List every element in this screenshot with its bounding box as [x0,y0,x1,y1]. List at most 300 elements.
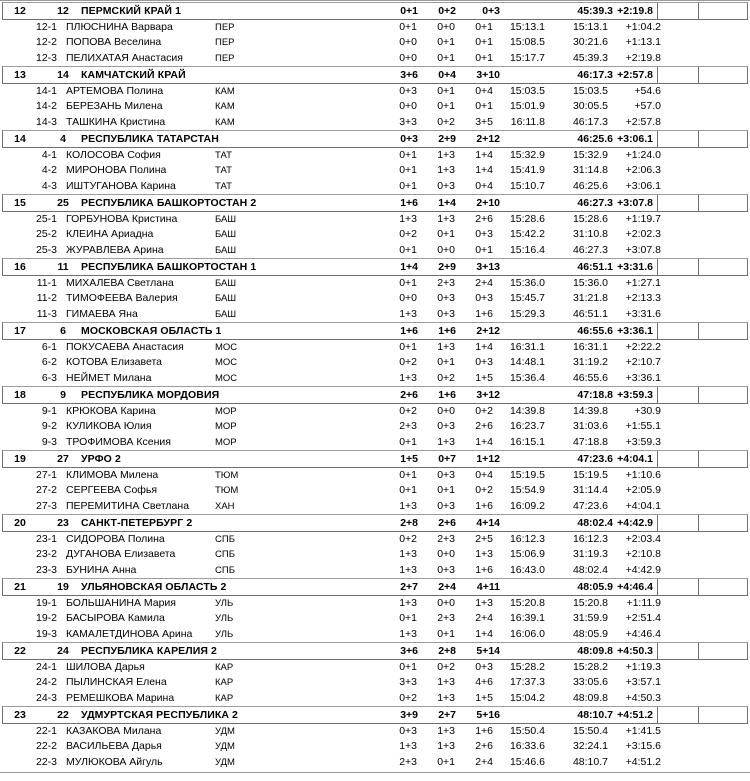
athlete-leg-time: 15:32.9 [509,149,545,161]
athlete-name: ПЫЛИНСКАЯ Елена [66,676,167,689]
athlete-name: ПЕЛИХАТАЯ Анастасия [66,51,183,64]
athlete-time-gap: +3:59.3 [625,435,661,448]
athlete-leg-time: 16:06.0 [509,627,545,640]
athlete-shooting-total: 0+2 [475,405,493,417]
athlete-name: РЕМЕШКОВА Марина [66,691,175,704]
athlete-shooting-standing: 0+0 [437,243,455,256]
team-shooting-total: 2+12 [476,133,500,145]
athlete-region-code: УДМ [215,726,235,737]
athlete-row [0,660,750,675]
team-rank: 23 [14,709,26,721]
athlete-cumulative-time: 46:55.6 [572,371,608,384]
athlete-cumulative-time: 15:50.4 [572,725,608,737]
athlete-leg-time: 15:03.5 [509,85,545,97]
athlete-shooting-prone: 0+1 [399,612,417,625]
empty-cell-2 [698,259,747,275]
athlete-cumulative-time: 45:39.3 [572,51,608,64]
athlete-region-code: СПБ [215,549,235,561]
empty-cell-2 [698,3,747,19]
athlete-shooting-total: 0+4 [475,85,493,97]
athlete-region-code: КАМ [215,101,235,113]
athlete-time-gap: +57.0 [634,100,661,113]
athlete-name: ГОРБУНОВА Кристина [66,213,178,225]
athlete-shooting-total: 0+1 [475,21,493,33]
team-shooting-leg2: 2+9 [438,261,456,273]
athlete-leg-time: 15:45.7 [509,292,545,305]
athlete-bib-leg: 22-2 [35,740,57,753]
athlete-shooting-standing: 0+2 [437,115,455,128]
team-block [0,514,750,578]
athlete-time-gap: +2:57.8 [625,115,661,128]
team-header-row [2,2,748,20]
athlete-cumulative-time: 16:31.1 [572,341,608,353]
athlete-bib-leg: 14-2 [35,100,57,113]
column-divider [657,707,658,723]
athlete-time-gap: +3:15.6 [625,740,661,753]
team-shooting-leg1: 3+6 [400,69,418,81]
athlete-bib-leg: 19-2 [35,612,57,625]
athlete-bib-leg: 25-3 [35,243,57,256]
athlete-name: ПЛЮСНИНА Варвара [66,21,173,33]
athlete-shooting-prone: 0+2 [399,356,417,369]
athlete-shooting-standing: 0+0 [437,548,455,561]
team-shooting-leg1: 3+9 [400,709,418,721]
athlete-shooting-prone: 1+3 [399,740,417,753]
athlete-leg-time: 15:20.8 [509,597,545,609]
athlete-row [0,563,750,578]
team-shooting-leg1: 2+6 [400,389,418,401]
page-top-divider [0,0,750,1]
athlete-time-gap: +2:22.2 [625,341,661,353]
athlete-name: КОТОВА Елизавета [66,356,162,369]
athlete-name: КАЗАКОВА Милана [66,725,162,737]
team-block [0,2,750,66]
athlete-shooting-prone: 0+2 [399,691,417,704]
athlete-bib-leg: 23-2 [35,548,57,561]
athlete-time-gap: +4:50.3 [625,691,661,704]
athlete-row [0,611,750,626]
athlete-shooting-standing: 0+2 [437,661,455,673]
team-block [0,66,750,130]
athlete-region-code: МОР [215,436,237,448]
team-name: РЕСПУБЛИКА БАШКОРТОСТАН 1 [81,261,257,273]
athlete-cumulative-time: 47:23.6 [572,499,608,512]
athlete-row [0,755,750,770]
athlete-cumulative-time: 31:03.6 [572,420,608,433]
empty-cell-1 [657,3,698,19]
team-shooting-leg1: 2+8 [400,517,418,529]
team-total-time: 46:25.6 [577,133,613,145]
athlete-region-code: БАШ [215,293,237,305]
athlete-shooting-standing: 0+1 [437,51,455,64]
empty-cell-2 [698,131,747,147]
athlete-shooting-prone: 0+2 [399,405,417,417]
athlete-name: ПОПОВА Веселина [66,36,162,49]
athlete-row [0,419,750,434]
athlete-name: ПЕРЕМИТИНА Светлана [66,499,190,512]
athlete-time-gap: +1:11.9 [626,597,661,609]
athlete-bib-leg: 22-3 [35,755,57,768]
athlete-shooting-standing: 0+1 [437,100,455,113]
athlete-bib-leg: 9-2 [41,420,57,433]
athlete-shooting-standing: 1+3 [437,341,455,353]
athlete-shooting-standing: 1+3 [437,213,455,225]
athlete-shooting-total: 2+5 [475,533,493,545]
athlete-cumulative-time: 47:18.8 [572,435,608,448]
column-divider [657,131,658,147]
athlete-shooting-standing: 0+1 [437,484,455,497]
athlete-bib-leg: 25-1 [35,213,57,225]
athlete-shooting-total: 1+3 [475,597,493,609]
team-time-gap: +3:31.6 [617,261,653,273]
athlete-region-code: КАМ [215,116,235,128]
team-shooting-total: 2+12 [476,325,500,337]
athlete-shooting-prone: 2+3 [399,420,417,433]
athlete-shooting-total: 2+4 [475,612,493,625]
athlete-region-code: УЛЬ [215,613,234,625]
column-divider [657,451,658,467]
team-rank: 17 [14,325,26,337]
athlete-shooting-total: 1+4 [475,341,493,353]
athlete-cumulative-time: 16:12.3 [572,533,608,545]
athlete-time-gap: +30.9 [634,405,661,417]
athlete-region-code: УДМ [215,741,235,753]
athlete-shooting-prone: 0+1 [399,243,417,256]
athlete-leg-time: 15:17.7 [509,51,545,64]
team-name: ПЕРМСКИЙ КРАЙ 1 [81,5,182,17]
team-time-gap: +4:46.4 [617,581,653,593]
team-bib: 23 [57,517,69,529]
athlete-time-gap: +1:19.7 [625,213,661,225]
team-name: УДМУРТСКАЯ РЕСПУБЛИКА 2 [81,709,238,721]
team-header-row [2,642,748,660]
athlete-region-code: СПБ [215,534,235,545]
athlete-shooting-prone: 0+0 [399,51,417,64]
athlete-shooting-total: 0+1 [475,51,493,64]
athlete-shooting-total: 0+3 [475,292,493,305]
athlete-time-gap: +3:06.1 [625,179,661,192]
team-total-time: 47:18.8 [577,389,613,401]
athlete-cumulative-time: 14:39.8 [572,405,608,417]
athlete-cumulative-time: 46:27.3 [572,243,608,256]
athlete-shooting-standing: 1+3 [437,435,455,448]
athlete-cumulative-time: 31:19.3 [572,548,608,561]
athlete-shooting-prone: 0+1 [399,164,417,177]
team-name: РЕСПУБЛИКА ТАТАРСТАН [81,133,219,145]
athlete-shooting-total: 1+4 [475,627,493,640]
empty-cell-1 [657,67,698,83]
team-shooting-leg2: 0+4 [438,69,456,81]
athlete-name: ТИМОФЕЕВА Валерия [66,292,178,305]
athlete-shooting-total: 1+5 [475,371,493,384]
team-total-time: 46:51.1 [577,261,613,273]
empty-cell-2 [698,387,747,403]
athlete-name: ТАШКИНА Кристина [66,115,166,128]
column-divider [657,259,658,275]
team-time-gap: +4:50.3 [617,645,653,657]
athlete-shooting-standing: 0+1 [437,627,455,640]
athlete-shooting-prone: 0+1 [399,435,417,448]
team-shooting-leg1: 3+6 [400,645,418,657]
athlete-row [0,547,750,562]
column-divider [657,67,658,83]
athlete-bib-leg: 4-2 [41,164,57,177]
column-divider [657,643,658,659]
athlete-leg-time: 16:31.1 [509,341,545,353]
team-header-row [2,322,748,340]
athlete-leg-time: 17:37.3 [509,676,545,689]
athlete-cumulative-time: 46:51.1 [572,307,608,320]
team-rank: 19 [14,453,26,465]
column-divider [657,387,658,403]
team-name: МОСКОВСКАЯ ОБЛАСТЬ 1 [81,325,222,337]
athlete-region-code: ХАН [215,500,235,512]
athlete-leg-time: 16:33.6 [509,740,545,753]
athlete-shooting-total: 2+6 [475,420,493,433]
column-divider [698,131,699,147]
athlete-leg-time: 15:29.3 [509,307,545,320]
team-block [0,386,750,450]
athlete-row [0,739,750,754]
athlete-leg-time: 16:23.7 [509,420,545,433]
athlete-row [0,675,750,690]
athlete-shooting-total: 1+6 [475,725,493,737]
athlete-region-code: ТАТ [215,150,232,161]
athlete-name: КАМАЛЕТДИНОВА Арина [66,627,193,640]
team-time-gap: +3:36.1 [617,325,653,337]
athlete-shooting-total: 0+2 [475,484,493,497]
athlete-cumulative-time: 48:05.9 [572,627,608,640]
athlete-leg-time: 14:39.8 [509,405,545,417]
column-divider [698,451,699,467]
athlete-row [0,243,750,258]
athlete-shooting-total: 0+3 [475,356,493,369]
athlete-time-gap: +3:57.1 [625,676,661,689]
team-rank: 21 [14,581,26,593]
team-name: РЕСПУБЛИКА БАШКОРТОСТАН 2 [81,197,257,209]
athlete-bib-leg: 9-1 [41,405,57,417]
athlete-row [0,435,750,450]
column-divider [698,643,699,659]
athlete-region-code: КАР [215,677,234,689]
athlete-row [0,227,750,242]
athlete-name: ГИМАЕВА Яна [66,307,138,320]
team-name: РЕСПУБЛИКА МОРДОВИЯ [81,389,220,401]
team-rank: 12 [14,5,26,17]
athlete-shooting-prone: 0+1 [399,341,417,353]
team-shooting-total: 1+12 [476,453,500,465]
athlete-leg-time: 15:28.2 [509,661,545,673]
athlete-shooting-standing: 0+3 [437,420,455,433]
athlete-shooting-prone: 1+3 [399,597,417,609]
athlete-bib-leg: 19-3 [35,627,57,640]
athlete-row [0,35,750,50]
athlete-leg-time: 16:39.1 [509,612,545,625]
athlete-bib-leg: 9-3 [41,435,57,448]
athlete-time-gap: +4:51.2 [625,755,661,768]
team-bib: 4 [60,133,66,145]
column-divider [657,323,658,339]
athlete-region-code: КАР [215,692,234,704]
athlete-leg-time: 16:43.0 [509,563,545,576]
athlete-shooting-standing: 0+1 [437,36,455,49]
athlete-leg-time: 15:08.5 [509,36,545,49]
athlete-shooting-standing: 1+3 [437,164,455,177]
athlete-bib-leg: 12-1 [35,21,57,33]
athlete-name: МУЛЮКОВА Айгуль [66,755,163,768]
athlete-row [0,212,750,227]
athlete-time-gap: +1:27.1 [625,277,661,289]
athlete-shooting-standing: 1+3 [437,691,455,704]
athlete-row [0,99,750,114]
athlete-shooting-total: 0+4 [475,469,493,481]
athlete-bib-leg: 23-1 [35,533,57,545]
athlete-row [0,627,750,642]
team-time-gap: +2:19.8 [617,5,653,17]
athlete-leg-time: 14:48.1 [509,356,545,369]
athlete-shooting-total: 2+4 [475,755,493,768]
team-shooting-leg2: 1+6 [438,389,456,401]
athlete-row [0,691,750,706]
team-header-row [2,258,748,276]
team-time-gap: +4:42.9 [617,517,653,529]
athlete-leg-time: 15:10.7 [509,179,545,192]
team-shooting-leg1: 0+1 [400,5,418,17]
team-total-time: 47:23.6 [577,453,613,465]
athlete-bib-leg: 12-2 [35,36,57,49]
athlete-name: ЖУРАВЛЕВА Арина [66,243,164,256]
athlete-shooting-standing: 0+0 [437,597,455,609]
athlete-shooting-standing: 0+3 [437,499,455,512]
athlete-name: БУНИНА Анна [66,563,137,576]
athlete-shooting-prone: 1+3 [399,499,417,512]
athlete-region-code: ТЮМ [215,485,239,497]
athlete-cumulative-time: 48:02.4 [572,563,608,576]
athlete-shooting-standing: 0+3 [437,292,455,305]
athlete-shooting-standing: 2+3 [437,533,455,545]
athlete-name: КУЛИКОВА Юлия [66,420,152,433]
athlete-name: БОЛЬШАНИНА Мария [66,597,176,609]
athlete-cumulative-time: 31:59.9 [572,612,608,625]
athlete-shooting-standing: 0+1 [437,755,455,768]
athlete-shooting-standing: 0+0 [437,21,455,33]
athlete-shooting-standing: 1+3 [437,676,455,689]
athlete-region-code: КАР [215,662,234,673]
athlete-leg-time: 15:06.9 [509,548,545,561]
athlete-time-gap: +1:04.2 [625,21,661,33]
athlete-row [0,499,750,514]
athlete-shooting-total: 1+5 [475,691,493,704]
athlete-row [0,307,750,322]
athlete-leg-time: 15:36.0 [509,277,545,289]
team-bib: 24 [57,645,69,657]
athlete-region-code: БАШ [215,278,237,289]
team-shooting-leg1: 1+4 [400,261,418,273]
empty-cell-2 [698,323,747,339]
athlete-shooting-total: 1+6 [475,307,493,320]
column-divider [698,3,699,19]
athlete-row [0,340,750,355]
athlete-shooting-standing: 0+1 [437,356,455,369]
athlete-row [0,483,750,498]
athlete-shooting-prone: 3+3 [399,115,417,128]
athlete-name: МИХАЛЕВА Светлана [66,277,174,289]
team-shooting-leg2: 2+8 [438,645,456,657]
team-block [0,130,750,194]
athlete-cumulative-time: 30:21.6 [572,36,608,49]
empty-cell-1 [657,579,698,595]
team-bib: 9 [60,389,66,401]
athlete-shooting-prone: 0+1 [399,469,417,481]
athlete-shooting-total: 0+3 [475,228,493,241]
athlete-leg-time: 15:16.4 [509,243,545,256]
athlete-bib-leg: 6-2 [41,356,57,369]
team-total-time: 46:27.3 [577,197,613,209]
athlete-row [0,163,750,178]
athlete-cumulative-time: 46:17.3 [572,115,608,128]
athlete-bib-leg: 11-2 [36,292,57,305]
athlete-region-code: КАМ [215,86,235,97]
athlete-region-code: БАШ [215,244,237,256]
athlete-shooting-total: 0+1 [475,100,493,113]
team-total-time: 45:39.3 [577,5,613,17]
team-total-time: 46:17.3 [577,69,613,81]
athlete-name: СИДОРОВА Полина [66,533,165,545]
team-header-row [2,450,748,468]
team-shooting-total: 0+3 [482,5,500,17]
athlete-time-gap: +2:03.4 [625,533,661,545]
athlete-shooting-prone: 1+3 [399,213,417,225]
athlete-cumulative-time: 15:20.8 [572,597,608,609]
athlete-region-code: ТЮМ [215,470,239,481]
team-name: РЕСПУБЛИКА КАРЕЛИЯ 2 [81,645,217,657]
athlete-time-gap: +2:10.8 [625,548,661,561]
team-bib: 12 [57,5,69,17]
column-divider [698,515,699,531]
team-shooting-total: 4+11 [476,581,500,593]
athlete-region-code: МОС [215,357,238,369]
athlete-shooting-prone: 1+3 [399,371,417,384]
athlete-row [0,291,750,306]
athlete-shooting-prone: 0+1 [399,484,417,497]
team-header-row [2,66,748,84]
results-table [0,2,750,770]
team-shooting-leg2: 2+4 [438,581,456,593]
athlete-region-code: ТАТ [215,180,232,192]
athlete-bib-leg: 22-1 [35,725,57,737]
team-total-time: 48:10.7 [577,709,613,721]
athlete-cumulative-time: 48:10.7 [572,755,608,768]
athlete-region-code: МОР [215,406,237,417]
athlete-shooting-prone: 1+3 [399,307,417,320]
athlete-leg-time: 15:42.2 [509,228,545,241]
athlete-bib-leg: 27-1 [35,469,57,481]
team-shooting-leg2: 2+6 [438,517,456,529]
team-block [0,706,750,770]
athlete-shooting-prone: 2+3 [399,755,417,768]
athlete-shooting-standing: 1+3 [437,725,455,737]
athlete-cumulative-time: 15:32.9 [572,149,608,161]
athlete-region-code: БАШ [215,214,237,225]
athlete-shooting-total: 2+4 [475,277,493,289]
athlete-shooting-total: 3+5 [475,115,493,128]
team-rank: 15 [14,197,26,209]
athlete-time-gap: +1:19.3 [625,661,661,673]
empty-cell-2 [698,707,747,723]
team-block [0,194,750,258]
team-header-row [2,578,748,596]
athlete-bib-leg: 11-3 [36,307,57,320]
